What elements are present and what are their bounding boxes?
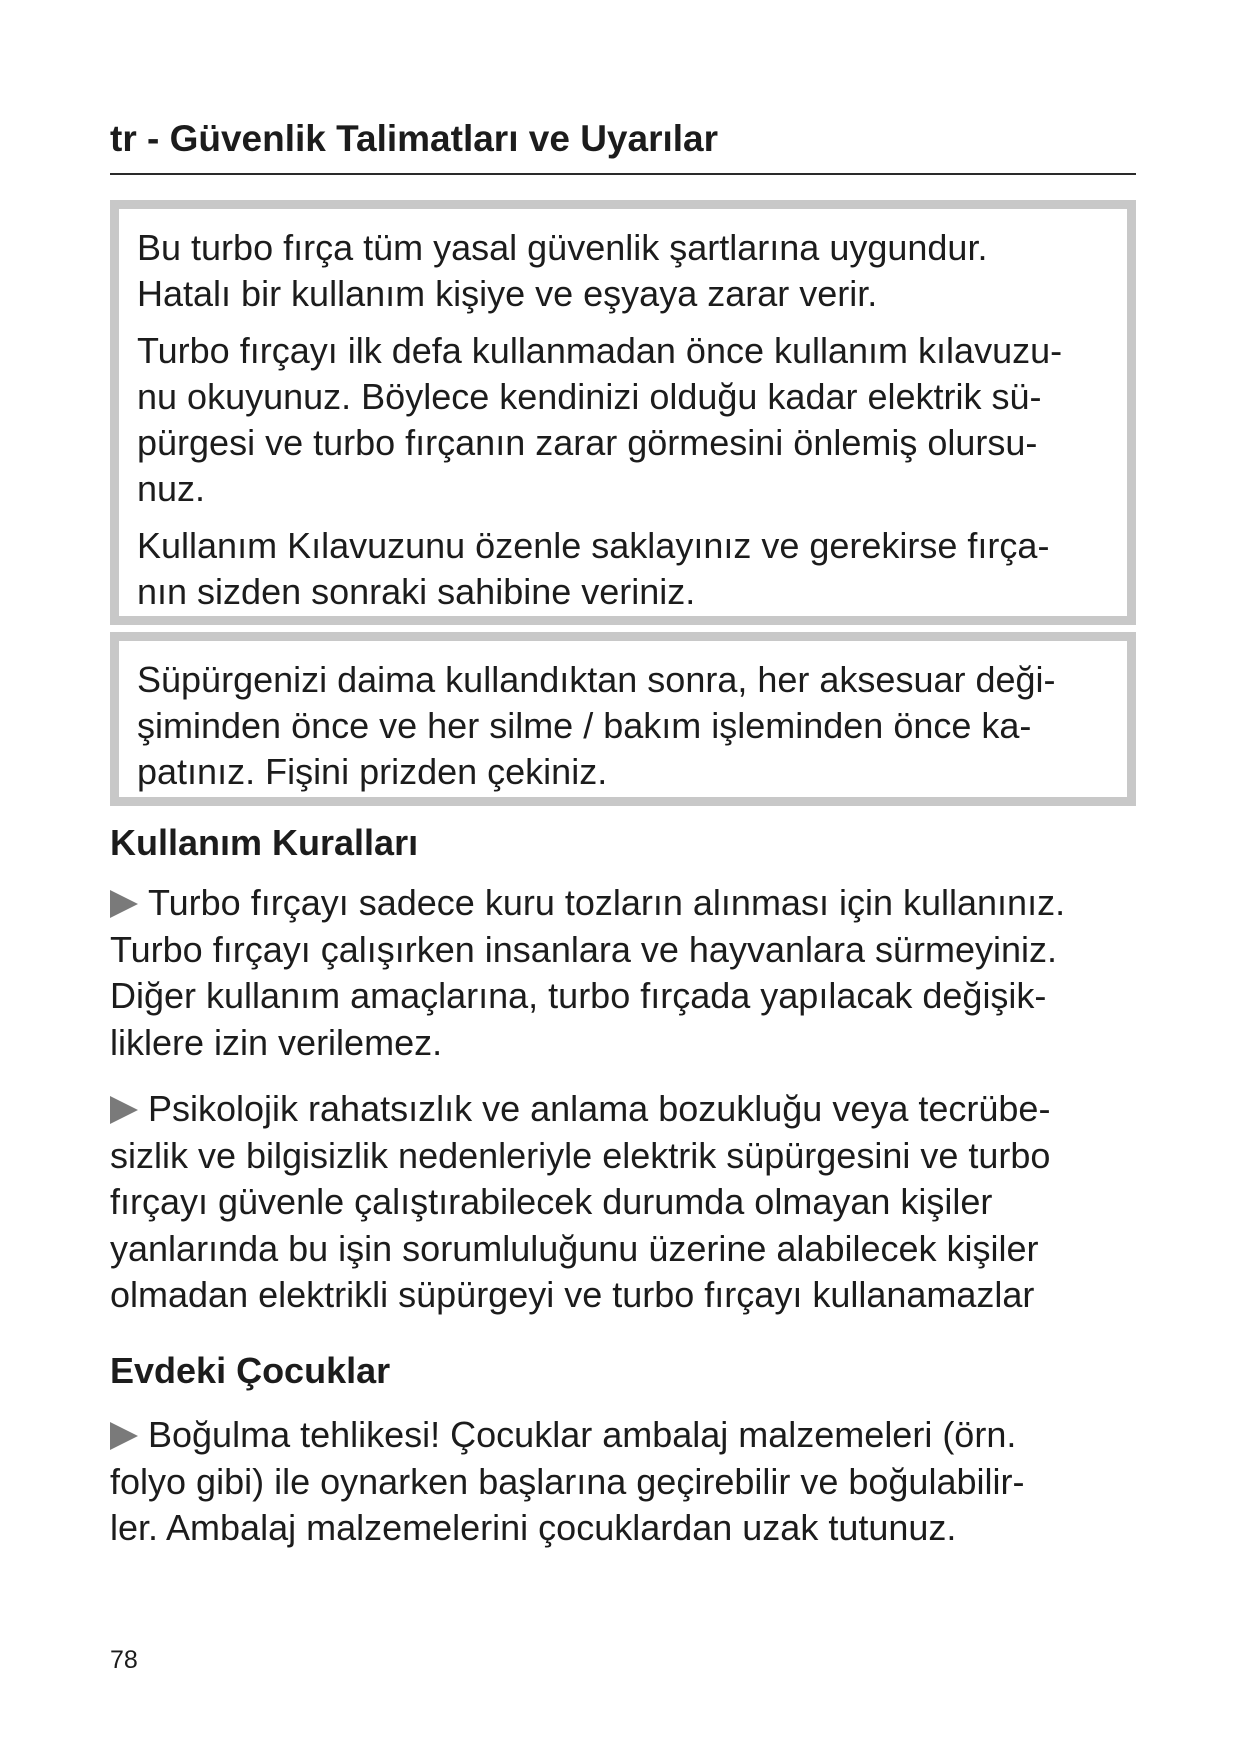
triangle-right-icon [110,1096,138,1124]
safety-notice-box [110,200,1136,625]
header-divider [110,173,1136,175]
usage-rule-line [110,1086,1050,1133]
usage-rule-line: liklere izin verilemez. [110,1021,443,1063]
usage-rule-item [110,1086,1050,1319]
notice-line: pürgesi ve turbo fırçanın zarar görmesini önlemiş olursu- [137,422,1038,463]
unplug-notice-box [110,632,1136,806]
notice-paragraph [137,657,1127,795]
usage-rule-line [110,880,1065,927]
usage-rule-item [110,880,1065,1066]
usage-rule-line: olmadan elektrikli süpürgeyi ve turbo fırçayı kullanamazlar [110,1274,1035,1315]
children-rule-text: Boğulma tehlikesi! Çocuklar ambalaj malzemeleri (örn. [148,1414,1017,1455]
notice-line: Kullanım Kılavuzunu özenle saklayınız ve gerekirse fırça- [137,525,1050,566]
notice-paragraph [137,523,1127,615]
notice-line: Hatalı bir kullanım kişiye ve eşyaya zarar verir. [137,273,878,314]
children-rule-line: ler. Ambalaj malzemelerini çocuklardan uzak tutunuz. [110,1507,957,1548]
notice-line: nu okuyunuz. Böylece kendinizi olduğu kadar elektrik sü- [137,376,1042,417]
children-rule-line [110,1412,1024,1459]
page-title: tr - Güvenlik Talimatları ve Uyarılar [110,118,719,159]
notice-line: nuz. [137,468,206,509]
page-number: 78 [110,1646,138,1674]
notice-line: nın sizden sonraki sahibine veriniz. [137,571,696,612]
usage-rule-line: Diğer kullanım amaçlarına, turbo fırçada yapılacak değişik- [110,975,1047,1016]
notice-line: patınız. Fişini prizden çekiniz. [137,751,608,792]
notice-line: Turbo fırçayı ilk defa kullanmadan önce kullanım kılavuzu- [137,330,1063,371]
usage-rules-heading: Kullanım Kuralları [110,822,419,863]
notice-line: şiminden önce ve her silme / bakım işleminden önce ka- [137,705,1032,746]
children-rule-item [110,1412,1024,1552]
triangle-right-icon [110,1422,138,1450]
notice-paragraph [137,225,1127,317]
usage-rule-line: fırçayı güvenle çalıştırabilecek durumda olmayan kişiler [110,1181,993,1222]
usage-rule-line: Turbo fırçayı çalışırken insanlara ve hayvanlara sürmeyiniz. [110,928,1058,970]
notice-line: Süpürgenizi daima kullandıktan sonra, her aksesuar deği- [137,659,1056,700]
usage-rule-text: Turbo fırçayı sadece kuru tozların alınması için kullanınız. [148,882,1066,923]
usage-rule-line: sizlik ve bilgisizlik nedenleriyle elektrik süpürgesini ve turbo [110,1134,1051,1176]
notice-line: Bu turbo fırça tüm yasal güvenlik şartlarına uygundur. [137,227,988,268]
notice-paragraph [137,328,1127,512]
usage-rule-line: yanlarında bu işin sorumluluğunu üzerine alabilecek kişiler [110,1227,1039,1269]
triangle-right-icon [110,890,138,918]
usage-rule-text: Psikolojik rahatsızlık ve anlama bozukluğu veya tecrübe- [148,1088,1051,1129]
children-heading: Evdeki Çocuklar [110,1350,391,1391]
children-rule-line: folyo gibi) ile oynarken başlarına geçirebilir ve boğulabilir- [110,1460,1025,1502]
